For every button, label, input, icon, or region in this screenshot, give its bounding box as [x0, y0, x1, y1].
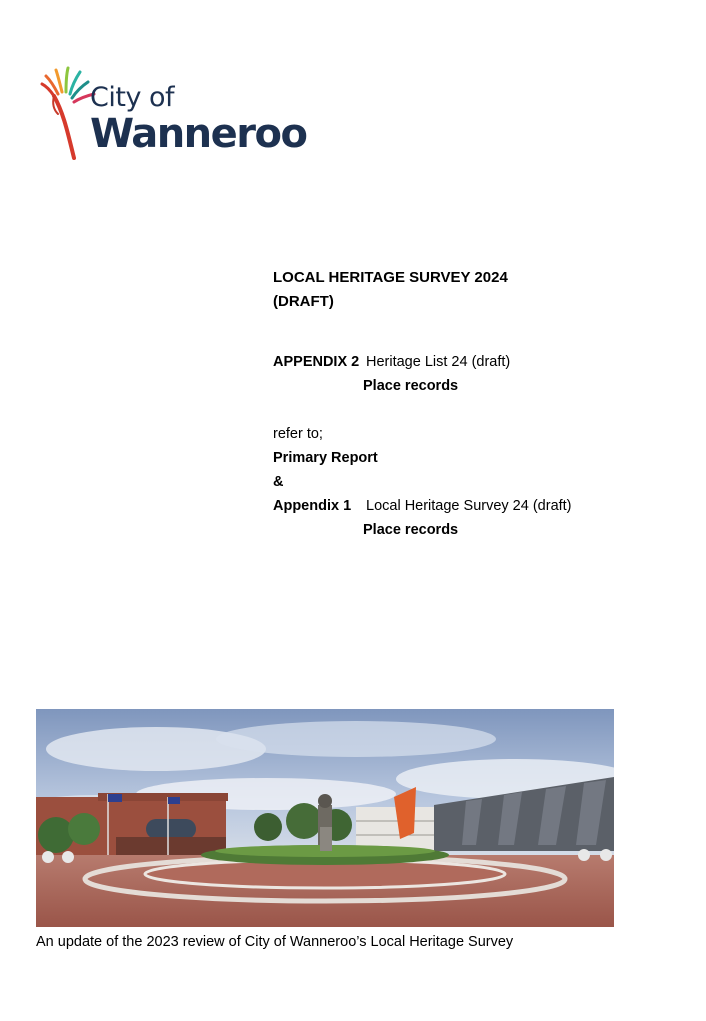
appendix-1-detail: Local Heritage Survey 24 (draft) [366, 498, 572, 514]
refer-to-text: refer to; [273, 426, 323, 442]
report-title: LOCAL HERITAGE SURVEY 2024 [273, 269, 508, 286]
cover-photo-caption: An update of the 2023 review of City of Wanneroo’s Local Heritage Survey [36, 934, 514, 950]
civic-centre-panorama-image [36, 709, 614, 927]
cover-title-block [273, 266, 693, 542]
primary-report-text: Primary Report [273, 450, 378, 466]
appendix-2-line [273, 350, 693, 374]
ampersand-text: & [273, 474, 284, 490]
logo-wanneroo-text: Wanneroo [90, 111, 307, 157]
appendix-1-label: Appendix 1 [273, 498, 352, 514]
civic-centre-photo [36, 709, 614, 927]
appendix-2-detail: Heritage List 24 (draft) [366, 354, 511, 370]
report-status: (DRAFT) [273, 293, 334, 310]
appendix-2-place-records: Place records [363, 378, 459, 394]
appendix-2-sub-line [273, 374, 693, 398]
appendix-1-place-records: Place records [363, 522, 459, 538]
appendix-2-label: APPENDIX 2 [273, 354, 360, 370]
city-of-wanneroo-logo [40, 64, 307, 164]
appendix-1-line [273, 494, 693, 518]
appendix-1-sub-line [273, 518, 693, 542]
logo-city-of-text: City of [90, 82, 175, 113]
